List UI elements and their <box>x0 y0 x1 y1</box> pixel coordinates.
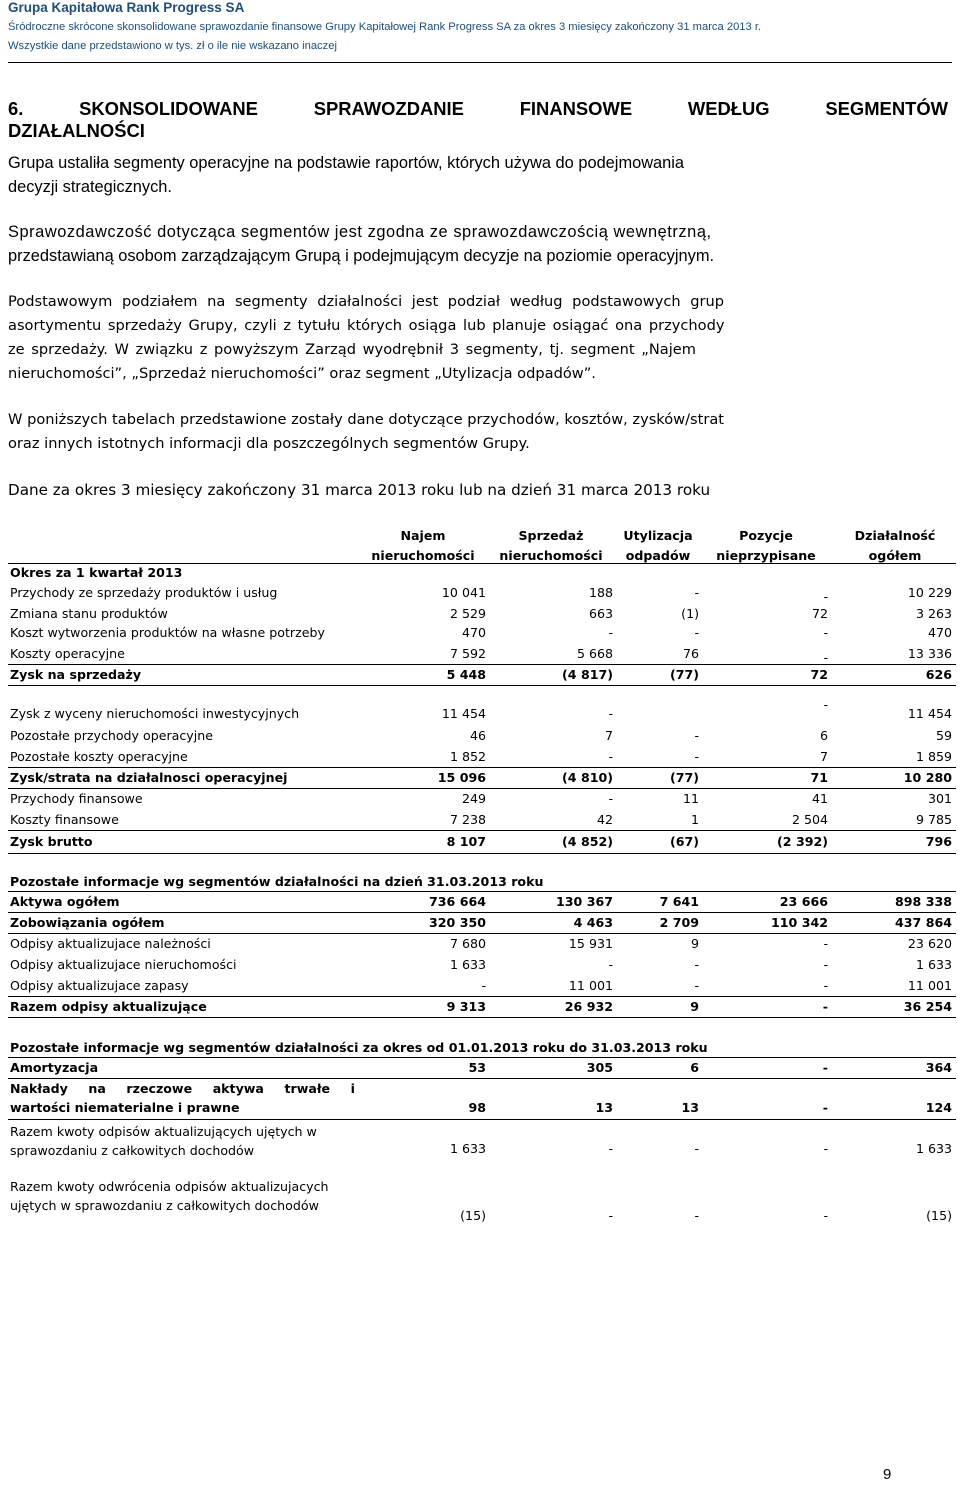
cell: 59 <box>935 728 952 743</box>
cell: 437 864 <box>895 915 952 930</box>
paragraph-line: Podstawowym podziałem na segmenty działalności jest podział według podstawowych grup <box>8 293 725 310</box>
company-name: Grupa Kapitałowa Rank Progress SA <box>8 0 245 15</box>
row-label: Koszty finansowe <box>10 812 119 827</box>
row-rule <box>8 996 956 997</box>
label-word: aktywa <box>212 1081 264 1096</box>
col-header-line: Pozycje <box>739 528 793 543</box>
cell: - <box>608 791 613 806</box>
cell: 26 932 <box>564 999 613 1014</box>
cell: - <box>694 728 699 743</box>
heading-word: SKONSOLIDOWANE <box>79 98 258 119</box>
paragraph-line: decyzji strategicznych. <box>8 178 172 196</box>
cell: - <box>608 625 613 640</box>
row-label: Amortyzacja <box>10 1060 99 1075</box>
cell: 7 592 <box>449 646 486 661</box>
cell: 11 454 <box>441 706 486 721</box>
cell: 23 666 <box>779 894 828 909</box>
label-line2: sprawozdaniu z całkowitych dochodów <box>10 1143 255 1158</box>
period-label: Okres za 1 kwartał 2013 <box>10 565 183 580</box>
label-line1: Razem kwoty odpisów aktualizujących ujętych w <box>10 1124 317 1139</box>
row-rule <box>8 853 956 854</box>
table-row <box>8 727 956 745</box>
cell: 53 <box>468 1060 486 1075</box>
cell: 8 107 <box>446 834 486 849</box>
cell: 736 664 <box>429 894 486 909</box>
cell: 626 <box>925 667 952 682</box>
row-rule <box>8 891 956 892</box>
row-label: Razem odpisy aktualizujące <box>10 999 207 1014</box>
cell: 72 <box>810 667 828 682</box>
cell: 5 668 <box>576 646 613 661</box>
cell: - <box>823 589 828 604</box>
cell: 36 254 <box>903 999 952 1014</box>
table-row <box>8 833 956 851</box>
table-row <box>8 977 956 995</box>
cell: 72 <box>811 606 828 621</box>
label-line2: ujętych w sprawozdaniu z całkowitych dochodów <box>10 1198 319 1213</box>
label-word: trwałe <box>284 1081 331 1096</box>
cell: - <box>823 625 828 640</box>
paragraph-line: W poniższych tabelach przedstawione zostały dane dotyczące przychodów, kosztów, zysków/strat <box>8 411 725 428</box>
row-label: Aktywa ogółem <box>10 894 120 909</box>
cell: - <box>608 957 613 972</box>
table-row <box>8 605 956 623</box>
paragraph-line: Grupa ustaliła segmenty operacyjne na podstawie raportów, których używa do podejmowania <box>8 154 685 172</box>
col-header-pozycje <box>706 526 826 566</box>
row-label: Zysk brutto <box>10 834 93 849</box>
row-rule <box>8 788 956 789</box>
cell: - <box>822 1060 828 1075</box>
row-label: Pozostałe przychody operacyjne <box>10 728 213 743</box>
cell: 2 529 <box>449 606 486 621</box>
cell: 320 350 <box>429 915 486 930</box>
table-row <box>8 914 956 932</box>
label-word: Nakłady <box>10 1081 68 1096</box>
cell: - <box>694 978 699 993</box>
cell: - <box>823 1141 828 1156</box>
justified-label <box>10 1079 355 1098</box>
col-header-line: nieprzypisane <box>716 548 816 563</box>
cell: - <box>608 749 613 764</box>
table-row <box>8 769 956 787</box>
paragraph-line: ze sprzedaży. W związku z powyższym Zarząd wyodrębnił 3 segmenty, tj. segment „Najem <box>8 341 696 358</box>
cell: - <box>694 1141 699 1156</box>
cell: 1 852 <box>449 749 486 764</box>
cell: 249 <box>461 791 486 806</box>
cell: (77) <box>669 770 699 785</box>
cell: - <box>694 585 699 600</box>
cell: 13 336 <box>907 646 952 661</box>
cell: 10 280 <box>903 770 952 785</box>
section-3-title: Pozostałe informacje wg segmentów działalności za okres od 01.01.2013 roku do 31.03.2013 roku <box>10 1040 708 1055</box>
cell: 13 <box>681 1100 699 1115</box>
cell: 7 <box>604 728 613 743</box>
cell: 6 <box>690 1060 699 1075</box>
table-row <box>8 666 956 684</box>
cell: - <box>823 697 828 712</box>
page-number: 9 <box>883 1466 892 1483</box>
cell: 23 620 <box>907 936 952 951</box>
row-rule <box>8 830 956 831</box>
cell: 2 709 <box>659 915 699 930</box>
page-header <box>8 0 952 63</box>
cell: 1 633 <box>449 1141 486 1156</box>
heading-line2: DZIAŁALNOŚCI <box>8 120 145 141</box>
units-note: Wszystkie dane przedstawiono w tys. zł o ile nie wskazano inaczej <box>8 40 337 52</box>
row-label: Zysk z wyceny nieruchomości inwestycyjnych <box>10 706 300 721</box>
cell: 301 <box>927 791 952 806</box>
col-header-line: nieruchomości <box>499 548 603 563</box>
table-row <box>8 811 956 829</box>
cell: - <box>608 1141 613 1156</box>
paragraph-line: Sprawozdawczość dotycząca segmentów jest zgodna ze sprawozdawczością wewnętrzną, <box>8 223 712 241</box>
cell: 10 229 <box>907 585 952 600</box>
cell: 15 931 <box>568 936 613 951</box>
table-row <box>8 697 956 723</box>
heading-word: SEGMENTÓW <box>825 98 948 119</box>
row-rule <box>8 933 956 934</box>
header-rule <box>8 563 956 564</box>
heading-word: SPRAWOZDANIE <box>313 98 464 119</box>
cell: 305 <box>586 1060 613 1075</box>
cell: 42 <box>596 812 613 827</box>
cell: 7 641 <box>659 894 699 909</box>
table-row <box>8 645 956 663</box>
table-row <box>8 748 956 766</box>
cell: 7 680 <box>449 936 486 951</box>
paragraph-line: oraz innych istotnych informacji dla poszczególnych segmentów Grupy. <box>8 435 530 452</box>
cell: (4 810) <box>562 770 613 785</box>
row-label: Koszty operacyjne <box>10 646 125 661</box>
cell: - <box>823 957 828 972</box>
cell: (4 852) <box>562 834 613 849</box>
label-line2: wartości niematerialne i prawne <box>10 1100 240 1115</box>
col-header-line: Najem <box>400 528 446 543</box>
cell: (1) <box>681 606 699 621</box>
table-row <box>8 584 956 602</box>
col-header-line: ogółem <box>868 548 922 563</box>
col-header-utylizacja <box>612 526 704 566</box>
label-word: rzeczowe <box>126 1081 193 1096</box>
cell: 364 <box>925 1060 952 1075</box>
section-number: 6. <box>8 98 24 119</box>
cell: 11 454 <box>907 706 952 721</box>
section-2-title: Pozostałe informacje wg segmentów działalności na dzień 31.03.2013 roku <box>10 874 544 889</box>
paragraph-line: przedstawianą osobom zarządzającym Grupą i podejmującym decyzje na poziomie operacyjnym. <box>8 247 715 265</box>
cell: 98 <box>468 1100 486 1115</box>
table-row <box>8 1140 956 1158</box>
cell: 124 <box>925 1100 952 1115</box>
cell: (2 392) <box>777 834 828 849</box>
row-label: Pozostałe koszty operacyjne <box>10 749 188 764</box>
heading-word: WEDŁUG <box>687 98 770 119</box>
cell: - <box>694 1208 699 1223</box>
col-header-ogolem <box>842 526 948 566</box>
paragraph-line: nieruchomości”, „Sprzedaż nieruchomości” oraz segment „Utylizacja odpadów”. <box>8 365 596 382</box>
row-rule <box>8 767 956 768</box>
cell: 2 504 <box>791 812 828 827</box>
justified-line <box>8 151 948 175</box>
label-line1: Razem kwoty odwrócenia odpisów aktualizujacych <box>10 1179 329 1194</box>
cell: 470 <box>927 625 952 640</box>
cell: (67) <box>669 834 699 849</box>
cell: 13 <box>595 1100 613 1115</box>
table-row <box>8 893 956 911</box>
cell: 663 <box>588 606 613 621</box>
table-row <box>8 1059 956 1077</box>
cell: 470 <box>461 625 486 640</box>
paragraph-line: asortymentu sprzedaży Grupy, czyli z tytułu których osiąga lub planuje osiągać ona przychody <box>8 317 725 334</box>
cell: - <box>608 706 613 721</box>
cell: 1 633 <box>449 957 486 972</box>
cell: - <box>823 936 828 951</box>
col-header-line: Sprzedaż <box>518 528 584 543</box>
cell: - <box>823 650 828 665</box>
cell: - <box>481 978 486 993</box>
cell: 15 096 <box>437 770 486 785</box>
cell: - <box>694 749 699 764</box>
cell: 1 <box>690 812 699 827</box>
cell: - <box>822 999 828 1014</box>
paragraph-2 <box>8 220 948 268</box>
cell: 46 <box>469 728 486 743</box>
cell: 1 633 <box>915 957 952 972</box>
cell: 188 <box>588 585 613 600</box>
cell: 4 463 <box>573 915 613 930</box>
cell: 9 <box>690 936 699 951</box>
paragraph-4 <box>8 408 948 456</box>
cell: 76 <box>682 646 699 661</box>
row-label: Zobowiązania ogółem <box>10 915 165 930</box>
col-header-line: odpadów <box>625 548 691 563</box>
row-rule <box>8 664 956 665</box>
report-title: Śródroczne skrócone skonsolidowane sprawozdanie finansowe Grupy Kapitałowej Rank Progress SA za okres 3 miesięcy zakończony 31 marca 2013 r. <box>8 21 762 33</box>
cell: 71 <box>810 770 828 785</box>
label-word: na <box>88 1081 106 1096</box>
cell: 7 <box>819 749 828 764</box>
cell: (15) <box>926 1208 952 1223</box>
row-label: Zmiana stanu produktów <box>10 606 168 621</box>
col-header-line: Utylizacja <box>623 528 693 543</box>
row-rule <box>8 1057 956 1058</box>
cell: - <box>822 1100 828 1115</box>
row-label: Zysk/strata na działalnosci operacyjnej <box>10 770 288 785</box>
cell: 41 <box>811 791 828 806</box>
cell: - <box>694 625 699 640</box>
table-row <box>8 790 956 808</box>
table-row <box>8 956 956 974</box>
cell: - <box>608 1208 613 1223</box>
cell: 110 342 <box>771 915 828 930</box>
cell: (4 817) <box>562 667 613 682</box>
col-header-sprzedaz <box>494 526 608 566</box>
cell: 1 633 <box>915 1141 952 1156</box>
row-rule <box>8 912 956 913</box>
cell: 130 367 <box>556 894 613 909</box>
cell: (77) <box>669 667 699 682</box>
cell: 10 041 <box>441 585 486 600</box>
table-row <box>8 935 956 953</box>
cell: 898 338 <box>895 894 952 909</box>
table-row <box>8 1099 956 1117</box>
row-label: Koszt wytworzenia produktów na własne potrzeby <box>10 625 325 640</box>
cell: 1 859 <box>915 749 952 764</box>
row-label: Przychody finansowe <box>10 791 143 806</box>
table-caption: Dane za okres 3 miesięcy zakończony 31 marca 2013 roku lub na dzień 31 marca 2013 roku <box>8 481 711 499</box>
heading-word: FINANSOWE <box>519 98 633 119</box>
cell: 5 448 <box>446 667 486 682</box>
col-header-line: Działalność <box>854 528 936 543</box>
row-label: Odpisy aktualizujace należności <box>10 936 211 951</box>
row-rule <box>8 1017 956 1018</box>
paragraph-1 <box>8 151 948 199</box>
cell: (15) <box>460 1208 486 1223</box>
cell: - <box>823 1208 828 1223</box>
row-label: Przychody ze sprzedaży produktów i usług <box>10 585 278 600</box>
label-word: i <box>350 1081 355 1096</box>
table-row <box>8 624 956 642</box>
section-heading <box>8 98 948 142</box>
row-label: Odpisy aktualizujace nieruchomości <box>10 957 237 972</box>
table-row <box>8 1207 956 1225</box>
col-header-line: nieruchomości <box>371 548 475 563</box>
cell: 9 313 <box>446 999 486 1014</box>
cell: 11 001 <box>907 978 952 993</box>
cell: 9 785 <box>915 812 952 827</box>
cell: - <box>694 957 699 972</box>
cell: 7 238 <box>449 812 486 827</box>
row-label: Odpisy aktualizujace zapasy <box>10 978 189 993</box>
cell: 6 <box>819 728 828 743</box>
col-header-najem <box>366 526 480 566</box>
cell: - <box>823 978 828 993</box>
cell: 796 <box>925 834 952 849</box>
cell: 3 263 <box>915 606 952 621</box>
table-row <box>8 998 956 1016</box>
row-rule <box>8 1119 956 1120</box>
cell: 11 <box>682 791 699 806</box>
row-label: Zysk na sprzedaży <box>10 667 142 682</box>
cell: 11 001 <box>568 978 613 993</box>
row-rule <box>8 685 956 686</box>
paragraph-3 <box>8 290 948 386</box>
cell: 9 <box>690 999 699 1014</box>
